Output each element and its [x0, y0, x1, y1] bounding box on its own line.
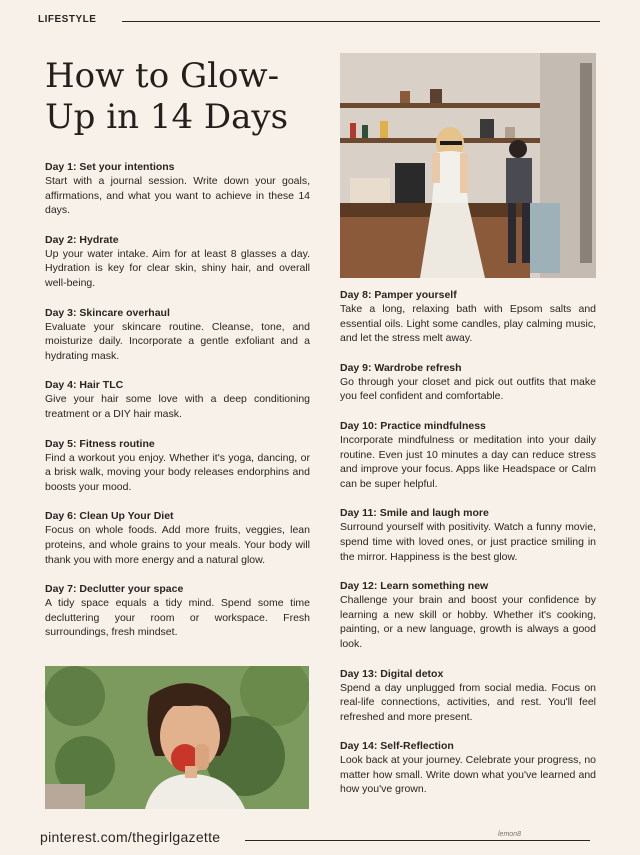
- day-heading: Day 3: Skincare overhaul: [45, 306, 170, 319]
- day-body: Surround yourself with positivity. Watch a funny movie, spend time with loved ones, or just practice smiling in the mirror. Happiness is the best glow.: [340, 521, 596, 563]
- day-heading: Day 13: Digital detox: [340, 667, 444, 680]
- day-heading: Day 9: Wardrobe refresh: [340, 361, 462, 374]
- watermark: lemon8: [495, 831, 524, 838]
- day-entry: [340, 419, 596, 491]
- day-heading: Day 12: Learn something new: [340, 580, 489, 593]
- day-entry: [45, 437, 310, 495]
- day-heading: Day 10: Practice mindfulness: [340, 419, 486, 432]
- day-entry: [340, 667, 596, 725]
- day-entry: [340, 361, 596, 404]
- day-body: Focus on whole foods. Add more fruits, veggies, lean proteins, and whole grains to your meals. Your body will thank you with more energy and a natural glow.: [45, 524, 310, 566]
- apple-photo-illustration: [45, 666, 309, 809]
- day-body: A tidy space equals a tidy mind. Spend some time decluttering your room or workspace. Fresh surroundings, fresh mindset.: [45, 597, 310, 639]
- day-heading: Day 8: Pamper yourself: [340, 289, 457, 301]
- top-divider: [122, 21, 600, 22]
- day-heading: Day 5: Fitness routine: [45, 437, 155, 450]
- day-body: Look back at your journey. Celebrate your progress, no matter how small. Write down what you've learned and how you've grown.: [340, 754, 596, 796]
- footer: [40, 829, 600, 849]
- day-body: Challenge your brain and boost your confidence by learning a new skill or hobby. Whether it's cooking, painting, or a new language, growth is always a good look.: [340, 594, 596, 650]
- day-entry: [340, 739, 596, 797]
- page-title: How to Glow-Up in 14 Days: [45, 56, 289, 137]
- day-heading: Day 7: Declutter your space: [45, 583, 184, 596]
- day-entry: [45, 378, 310, 421]
- apple-photo: [45, 666, 309, 809]
- category-label: LIFESTYLE: [38, 14, 97, 25]
- day-heading: Day 6: Clean Up Your Diet: [45, 510, 174, 523]
- source-link[interactable]: pinterest.com/thegirlgazette: [40, 829, 221, 845]
- day-body: Start with a journal session. Write down your goals, affirmations, and what you want to achieve in these 14 days.: [45, 175, 310, 217]
- day-heading: Day 1: Set your intentions: [45, 161, 175, 173]
- day-entry: [340, 288, 596, 346]
- day-body: Up your water intake. Aim for at least 8 glasses a day. Hydration is key for clear skin, shiny hair, and overall well-being.: [45, 247, 310, 289]
- day-body: Incorporate mindfulness or meditation into your daily routine. Even just 10 minutes a day can reduce stress and improve your focus. Apps like Headspace or Calm can be super helpful.: [340, 433, 596, 490]
- day-entry: [45, 160, 310, 218]
- day-body: Spend a day unplugged from social media. Focus on real-life connections, activities, and rest. You'll feel refreshed and more present.: [340, 681, 596, 723]
- day-entry: [45, 509, 310, 567]
- day-body: Find a workout you enjoy. Whether it's yoga, dancing, or a brisk walk, moving your body releases endorphins and boosts your mood.: [45, 451, 310, 493]
- day-heading: Day 14: Self-Reflection: [340, 740, 454, 753]
- day-heading: Day 2: Hydrate: [45, 233, 119, 246]
- day-entry: [45, 582, 310, 640]
- cafe-photo-illustration: [340, 53, 596, 278]
- day-entry: [45, 306, 310, 364]
- day-body: Evaluate your skincare routine. Cleanse, tone, and moisturize daily. Incorporate a gentle exfoliant and a hydrating mask.: [45, 320, 310, 362]
- right-column: [340, 288, 596, 812]
- top-bar: [38, 14, 600, 30]
- day-heading: Day 11: Smile and laugh more: [340, 507, 489, 520]
- footer-divider: [245, 840, 590, 841]
- left-column: [45, 160, 310, 655]
- day-entry: [340, 506, 596, 564]
- day-heading: Day 4: Hair TLC: [45, 379, 124, 392]
- day-entry: [45, 233, 310, 291]
- day-body: Give your hair some love with a deep conditioning treatment or a DIY hair mask.: [45, 393, 310, 420]
- day-body: Take a long, relaxing bath with Epsom salts and essential oils. Light some candles, play calming music, and let the stress melt away.: [340, 303, 596, 345]
- cafe-photo: [340, 53, 596, 278]
- day-body: Go through your closet and pick out outfits that make you feel confident and comfortable.: [340, 375, 596, 403]
- day-entry: [340, 579, 596, 651]
